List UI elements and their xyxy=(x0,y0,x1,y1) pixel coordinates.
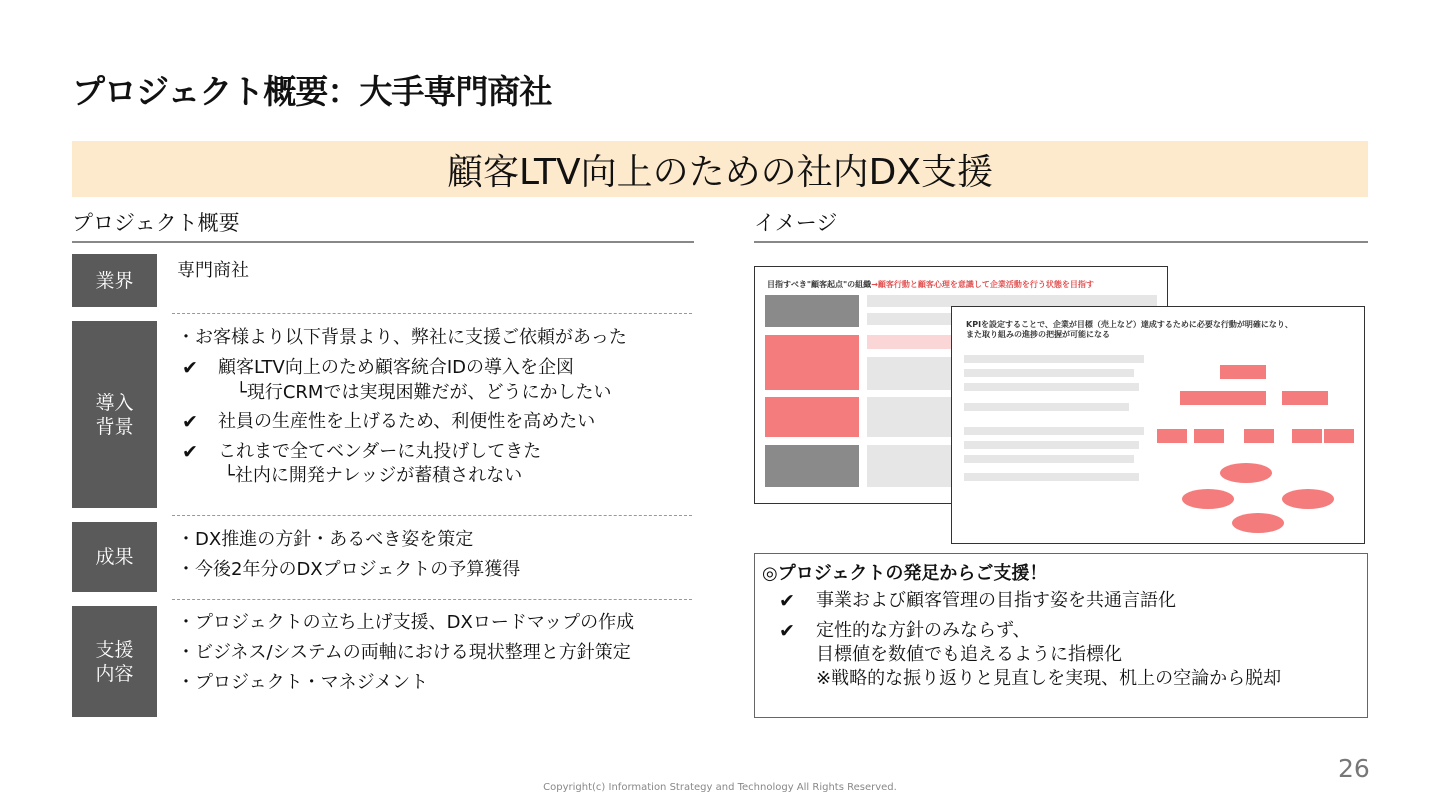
label-support-line1: 支援 xyxy=(95,638,134,661)
support-highlight-item: 事業および顧客管理の目指す姿を共通言語化 xyxy=(816,590,1176,611)
check-icon: ✔ xyxy=(779,590,795,612)
page-title: プロジェクト概要：大手専門商社 xyxy=(72,72,552,111)
label-support xyxy=(72,606,157,717)
check-icon: ✔ xyxy=(182,441,198,463)
background-intro: ・お客様より以下背景より、弊社に支援ご依頼があった xyxy=(177,327,627,348)
divider xyxy=(172,515,692,516)
check-icon: ✔ xyxy=(779,620,795,642)
background-item-sub: └現行CRMでは実現困難だが、どうにかしたい xyxy=(236,382,612,403)
support-highlight-item-sub: ※戦略的な振り返りと見直しを実現、机上の空論から脱却 xyxy=(816,668,1282,689)
label-background-line2: 背景 xyxy=(95,415,134,438)
support-item: ・プロジェクトの立ち上げ支援、DXロードマップの作成 xyxy=(177,612,635,633)
divider xyxy=(172,599,692,600)
support-item: ・ビジネス/システムの両軸における現状整理と方針策定 xyxy=(177,642,631,663)
support-item: ・プロジェクト・マネジメント xyxy=(177,672,429,693)
slide1-title: 目指すべき"顧客起点"の組織→顧客行動と顧客心理を意識して企業活動を行う状態を目指す xyxy=(767,280,1094,289)
section-heading-overview: プロジェクト概要 xyxy=(72,207,694,243)
label-background-line1: 導入 xyxy=(95,391,134,414)
results-item: ・DX推進の方針・あるべき姿を策定 xyxy=(177,529,474,550)
slide-thumbnail-kpi xyxy=(951,306,1365,544)
slide2-title-a: KPIを設定することで、企業が目標（売上など）達成するために必要な行動が明確になり、 xyxy=(966,320,1293,329)
background-item-sub: └社内に開発ナレッジが蓄積されない xyxy=(224,465,523,486)
support-highlight-title: ◎プロジェクトの発足からご支援！ xyxy=(762,563,1048,584)
support-highlight-item: 定性的な方針のみならず、 xyxy=(816,620,1031,641)
label-background xyxy=(72,321,157,508)
support-highlight-item-sub: 目標値を数値でも追えるように指標化 xyxy=(816,644,1122,665)
results-item: ・今後2年分のDXプロジェクトの予算獲得 xyxy=(177,559,521,580)
check-icon: ✔ xyxy=(182,357,198,379)
label-support-line2: 内容 xyxy=(95,662,134,685)
background-item: 顧客LTV向上のため顧客統合IDの導入を企図 xyxy=(218,357,575,378)
slide2-title-b: また取り組みの進捗の把握が可能になる xyxy=(966,330,1110,339)
copyright-footer: Copyright(c) Information Strategy and Technology All Rights Reserved. xyxy=(543,782,897,793)
check-icon: ✔ xyxy=(182,411,198,433)
label-industry: 業界 xyxy=(72,254,157,307)
label-results: 成果 xyxy=(72,522,157,592)
page-number: 26 xyxy=(1338,754,1370,783)
industry-text: 専門商社 xyxy=(177,260,249,281)
section-heading-image: イメージ xyxy=(754,207,1368,243)
divider xyxy=(172,313,692,314)
background-item: 社員の生産性を上げるため、利便性を高めたい xyxy=(218,411,596,432)
background-item: これまで全てベンダーに丸投げしてきた xyxy=(218,441,542,462)
banner-heading: 顧客LTV向上のための社内DX支援 xyxy=(72,141,1368,197)
